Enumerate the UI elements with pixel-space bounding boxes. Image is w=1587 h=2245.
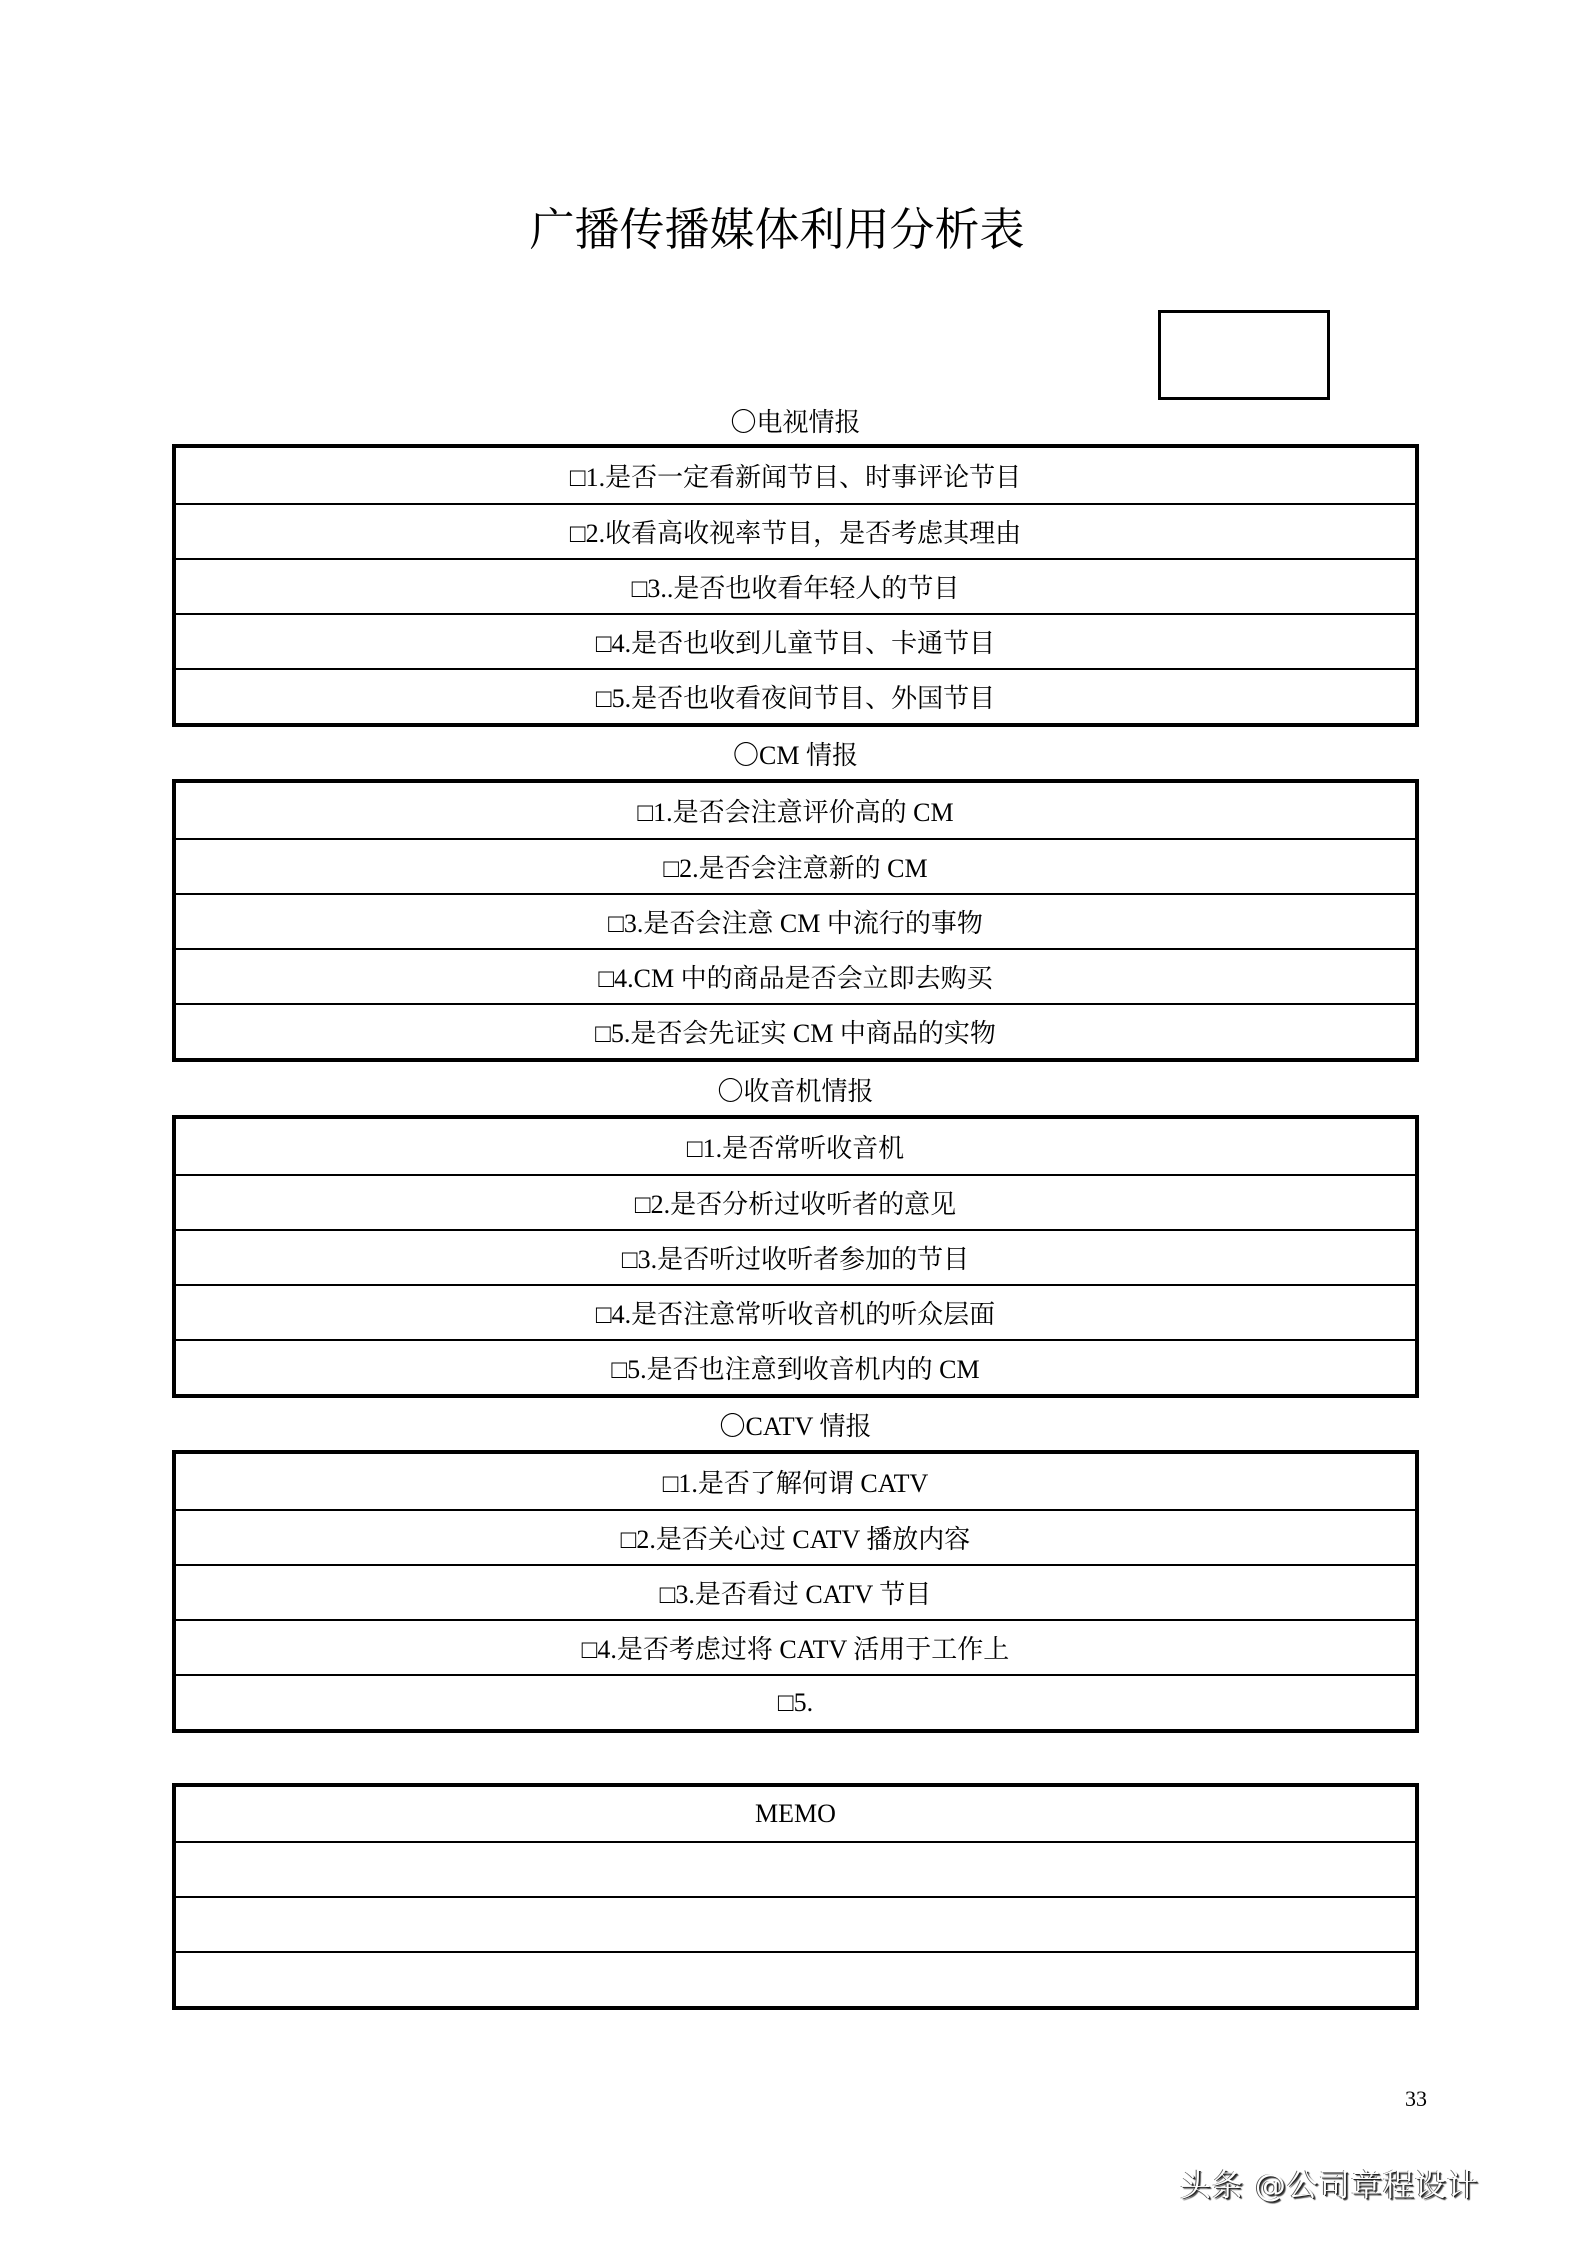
memo-line[interactable] bbox=[176, 1951, 1415, 2006]
section-label-cm: 〇CM 情报 bbox=[733, 741, 858, 770]
checklist-item[interactable]: □1.是否一定看新闻节目、时事评论节目 bbox=[569, 463, 1022, 492]
checklist-item[interactable]: □1.是否常听收音机 bbox=[686, 1134, 905, 1163]
checklist-item[interactable]: □2.是否会注意新的 CM bbox=[176, 838, 1415, 893]
checklist-item[interactable]: □5. bbox=[176, 1674, 1415, 1729]
checklist-table-tv bbox=[172, 444, 1419, 727]
checklist-table-cm bbox=[172, 779, 1419, 1062]
checklist-item[interactable]: □5.是否会先证实 CM 中商品的实物 bbox=[176, 1003, 1415, 1058]
checklist-item[interactable]: □5.是否也注意到收音机内的 CM bbox=[176, 1339, 1415, 1394]
memo-header: MEMO bbox=[755, 1799, 836, 1828]
checklist-item[interactable]: □3.是否会注意 CM 中流行的事物 bbox=[176, 893, 1415, 948]
section-label-catv: 〇CATV 情报 bbox=[719, 1412, 872, 1441]
checklist-table-catv bbox=[172, 1450, 1419, 1733]
page-title: 广播传播媒体利用分析表 bbox=[529, 205, 1025, 255]
checklist-item[interactable]: □3.是否听过收听者参加的节目 bbox=[176, 1229, 1415, 1284]
checklist-item[interactable]: □4.CM 中的商品是否会立即去购买 bbox=[176, 948, 1415, 1003]
checklist-item[interactable]: □1.是否会注意评价高的 CM bbox=[637, 798, 954, 827]
memo-line[interactable] bbox=[176, 1841, 1415, 1896]
checklist-item[interactable]: □4.是否注意常听收音机的听众层面 bbox=[176, 1284, 1415, 1339]
checklist-item[interactable]: □2.是否关心过 CATV 播放内容 bbox=[176, 1509, 1415, 1564]
checklist-item[interactable]: □2.收看高收视率节目，是否考虑其理由 bbox=[176, 503, 1415, 558]
checklist-item[interactable]: □5.是否也收看夜间节目、外国节目 bbox=[176, 668, 1415, 723]
checklist-item[interactable]: □3..是否也收看年轻人的节目 bbox=[176, 558, 1415, 613]
checklist-item[interactable]: □3.是否看过 CATV 节目 bbox=[176, 1564, 1415, 1619]
memo-table bbox=[172, 1783, 1419, 2010]
checklist-item[interactable]: □4.是否也收到儿童节目、卡通节目 bbox=[176, 613, 1415, 668]
memo-line[interactable] bbox=[176, 1896, 1415, 1951]
watermark: 头条 @公司章程设计 bbox=[1180, 2168, 1479, 2204]
section-label-tv: 〇电视情报 bbox=[730, 408, 861, 437]
stamp-box bbox=[1158, 310, 1330, 400]
section-label-radio: 〇收音机情报 bbox=[717, 1077, 874, 1106]
page-number: 33 bbox=[1405, 2086, 1427, 2111]
checklist-item[interactable]: □4.是否考虑过将 CATV 活用于工作上 bbox=[176, 1619, 1415, 1674]
checklist-table-radio bbox=[172, 1115, 1419, 1398]
checklist-item[interactable]: □2.是否分析过收听者的意见 bbox=[176, 1174, 1415, 1229]
checklist-item[interactable]: □1.是否了解何谓 CATV bbox=[662, 1469, 929, 1498]
